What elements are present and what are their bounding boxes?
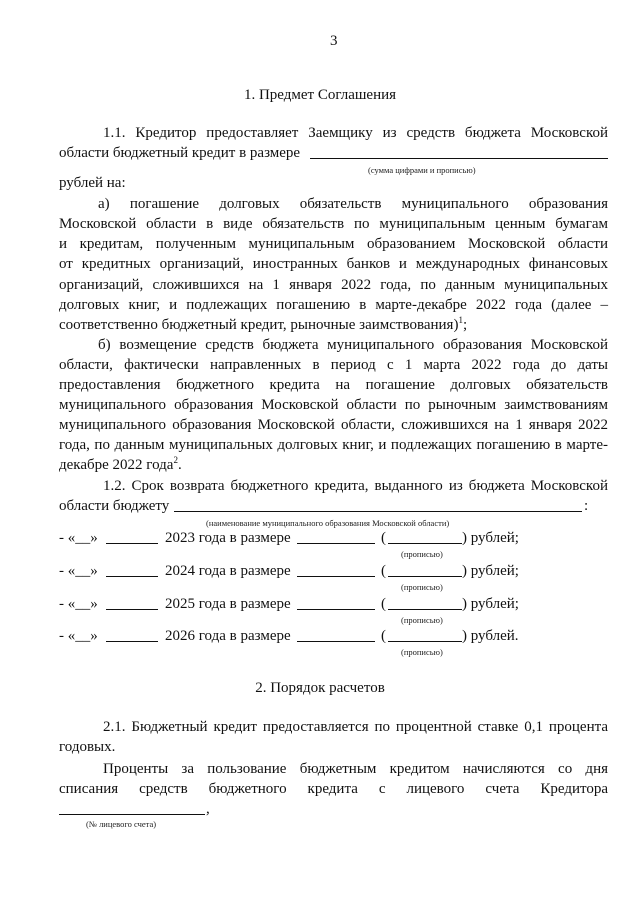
amount-digits-blank — [297, 576, 375, 577]
account-number-blank — [59, 814, 205, 815]
amount-caption: (сумма цифрами и прописью) — [368, 165, 476, 175]
p11-line2: области бюджетный кредит в размере — [59, 145, 301, 161]
p11-line3: рублей на: — [59, 175, 126, 191]
row-prefix: - «__» — [59, 628, 98, 644]
a-line-2: Московской области в виде обязательств по муниципальным ценным бумагам — [59, 216, 608, 232]
row-caption: (прописью) — [401, 549, 443, 559]
b-line-6: года, по данным муниципальных долговых книг, и подлежащих погашению в марте- — [59, 437, 608, 453]
row-prefix: - «__» — [59, 563, 98, 579]
row-year-label: 2023 года в размере — [165, 530, 291, 546]
a-line-7: соответственно бюджетный кредит, рыночные заимствования)$^1$; — [59, 315, 468, 333]
b-line-7: декабре 2022 года$^2$. — [59, 455, 182, 473]
row-prefix: - «__» — [59, 596, 98, 612]
row-paren-close: ) рублей. — [462, 628, 519, 644]
row-paren-close: ) рублей; — [462, 596, 519, 612]
row-paren-close: ) рублей; — [462, 530, 519, 546]
footnote-1-marker: 1 — [458, 315, 463, 325]
amount-blank-line — [310, 158, 608, 159]
row-prefix: - «__» — [59, 530, 98, 546]
day-month-blank — [106, 609, 158, 610]
section2-heading: 2. Порядок расчетов — [255, 680, 385, 696]
p21-line1: 2.1. Бюджетный кредит предоставляется по процентной ставке 0,1 процента — [103, 719, 608, 735]
section1-heading: 1. Предмет Соглашения — [243, 87, 397, 103]
p11-line1: 1.1. Кредитор предоставляет Заемщику из средств бюджета Московской — [103, 125, 608, 141]
p22-line2: списания средств бюджетного кредита с лицевого счета Кредитора — [59, 781, 608, 797]
row-paren-open: ( — [381, 563, 386, 579]
row-year-label: 2026 года в размере — [165, 628, 291, 644]
amount-digits-blank — [297, 609, 375, 610]
amount-words-blank — [388, 576, 462, 577]
row-year-label: 2025 года в размере — [165, 596, 291, 612]
a-line-3: и кредитам, полученным муниципальным образованием Московской области — [59, 236, 608, 252]
p12-line1: 1.2. Срок возврата бюджетного кредита, выданного из бюджета Московской — [103, 478, 608, 494]
p12-line2: области бюджету — [59, 498, 170, 514]
b-line-2: области, фактически направленных в период с 1 марта 2022 года до даты — [59, 357, 608, 373]
b-line-1: б) возмещение средств бюджета муниципального образования Московской — [98, 337, 608, 353]
b-line-5: муниципального образования Московской области, сложившихся на 1 января 2022 — [59, 417, 608, 433]
amount-words-blank — [388, 641, 462, 642]
row-caption: (прописью) — [401, 615, 443, 625]
page-number: 3 — [330, 33, 338, 49]
row-paren-close: ) рублей; — [462, 563, 519, 579]
amount-words-blank — [388, 543, 462, 544]
municipality-blank-line — [174, 511, 582, 512]
row-caption: (прописью) — [401, 582, 443, 592]
day-month-blank — [106, 543, 158, 544]
amount-digits-blank — [297, 543, 375, 544]
a-line-4: от кредитных организаций, иностранных банков и международных финансовых — [59, 256, 608, 272]
municipality-caption: (наименование муниципального образования Московской области) — [206, 518, 450, 528]
row-caption: (прописью) — [401, 647, 443, 657]
p22-line1: Проценты за пользование бюджетным кредитом начисляются со дня — [103, 761, 608, 777]
p22-comma: , — [206, 801, 210, 817]
row-paren-open: ( — [381, 530, 386, 546]
row-year-label: 2024 года в размере — [165, 563, 291, 579]
row-paren-open: ( — [381, 628, 386, 644]
day-month-blank — [106, 576, 158, 577]
day-month-blank — [106, 641, 158, 642]
row-paren-open: ( — [381, 596, 386, 612]
amount-words-blank — [388, 609, 462, 610]
account-number-caption: (№ лицевого счета) — [86, 819, 157, 829]
p12-colon: : — [584, 498, 589, 514]
b-line-4: муниципального образования Московской области по рыночным заимствованиям — [59, 397, 608, 413]
a-line-5: организаций, сложившихся на 1 января 2022 года, по данным муниципальных — [59, 277, 608, 293]
amount-digits-blank — [297, 641, 375, 642]
a-line-6: долговых книг, и подлежащих погашению в марте-декабре 2022 года (далее – — [59, 297, 608, 313]
footnote-2-marker: 2 — [173, 455, 178, 465]
a-line-1: а) погашение долговых обязательств муниципального образования — [98, 196, 608, 212]
p21-line2: годовых. — [59, 739, 116, 755]
b-line-3: предоставления бюджетного кредита на погашение долговых обязательств — [59, 377, 608, 393]
